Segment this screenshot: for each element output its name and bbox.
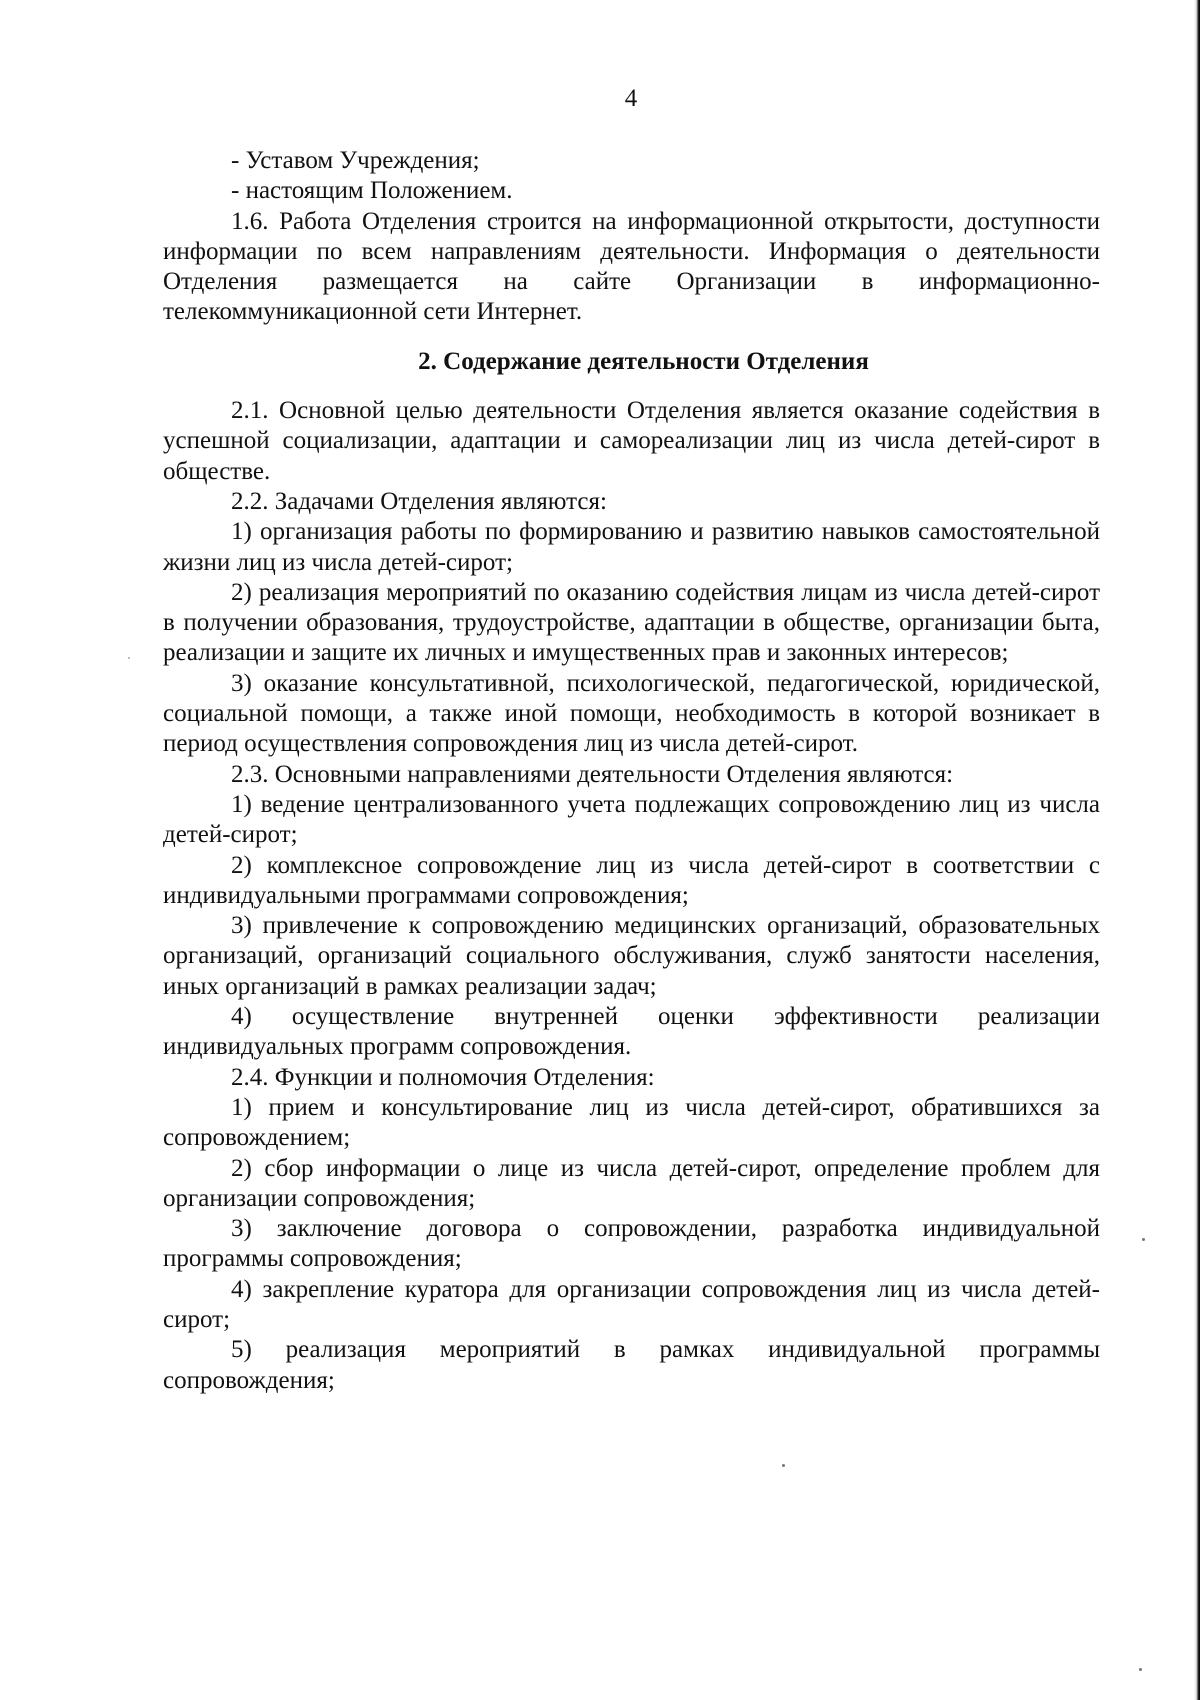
- paragraph-2-3-item-3: 3) привлечение к сопровождению медицинских организаций, образовательных организаций, организаций социального обслуживания, служб занятости населения, иных организаций в рамках реализации задач;: [163, 912, 1100, 1000]
- scan-speck: [128, 657, 130, 659]
- paragraph-2-1: 2.1. Основной целью деятельности Отделения является оказание содействия в успешной социализации, адаптации и самореализации лиц из числа детей-сирот в обществе.: [163, 397, 1100, 485]
- paragraph-2-2-item-2: 2) реализация мероприятий по оказанию содействия лицам из числа детей-сирот в получении образования, трудоустройстве, адаптации в обществе, организации быта, реализации и защите их личных и имущественных прав и законных интересов;: [163, 578, 1100, 667]
- scan-speck: [1142, 1238, 1145, 1241]
- list-item-charter: - Уставом Учреждения;: [231, 147, 480, 174]
- paragraph-2-4-item-3: 3) заключение договора о сопровождении, разработка индивидуальной программы сопровождения;: [163, 1215, 1100, 1273]
- scan-speck: [1139, 1668, 1142, 1671]
- paragraph-2-4-item-2: 2) сбор информации о лице из числа детей-сирот, определение проблем для организации сопровождения;: [163, 1154, 1100, 1212]
- paragraph-1-6: 1.6. Работа Отделения строится на информационной открытости, доступности информации по всем направлениям деятельности. Информация о деятельности Отделения размещается на сайте Организации в информационно-телекоммуникационной сети Интернет.: [163, 207, 1100, 326]
- document-body: [163, 146, 1100, 1396]
- paragraph-2-3-item-1: 1) ведение централизованного учета подлежащих сопровождению лиц из числа детей-сирот;: [163, 790, 1100, 849]
- paragraph-2-3: 2.3. Основными направлениями деятельности Отделения являются:: [231, 760, 954, 788]
- page-number: 4: [624, 85, 638, 112]
- paragraph-2-4-item-5: 5) реализация мероприятий в рамках индивидуальной программы сопровождения;: [163, 1336, 1100, 1394]
- scan-edge: [1194, 0, 1200, 1700]
- paragraph-2-4: 2.4. Функции и полномочия Отделения:: [231, 1063, 655, 1091]
- paragraph-2-2: 2.2. Задачами Отделения являются:: [231, 487, 607, 515]
- section-heading-2: 2. Содержание деятельности Отделения: [418, 347, 869, 375]
- paragraph-2-2-item-3: 3) оказание консультативной, психологической, педагогической, юридической, социальной помощи, а также иной помощи, необходимость в которой возникает в период осуществления сопровождения лиц из числа детей-сирот.: [163, 669, 1100, 758]
- scan-speck: [782, 1464, 785, 1467]
- paragraph-2-2-item-1: 1) организация работы по формированию и развитию навыков самостоятельной жизни лиц из числа детей-сирот;: [163, 518, 1100, 576]
- paragraph-2-4-item-4: 4) закрепление куратора для организации сопровождения лиц из числа детей-сирот;: [163, 1275, 1100, 1333]
- paragraph-2-4-item-1: 1) прием и консультирование лиц из числа детей-сирот, обратившихся за сопровождением;: [163, 1093, 1100, 1152]
- paragraph-2-3-item-2: 2) комплексное сопровождение лиц из числа детей-сирот в соответствии с индивидуальными программами сопровождения;: [163, 851, 1100, 909]
- paragraph-2-3-item-4: 4) осуществление внутренней оценки эффективности реализации индивидуальных программ сопровождения.: [163, 1003, 1100, 1061]
- list-item-regulation: - настоящим Положением.: [231, 177, 513, 205]
